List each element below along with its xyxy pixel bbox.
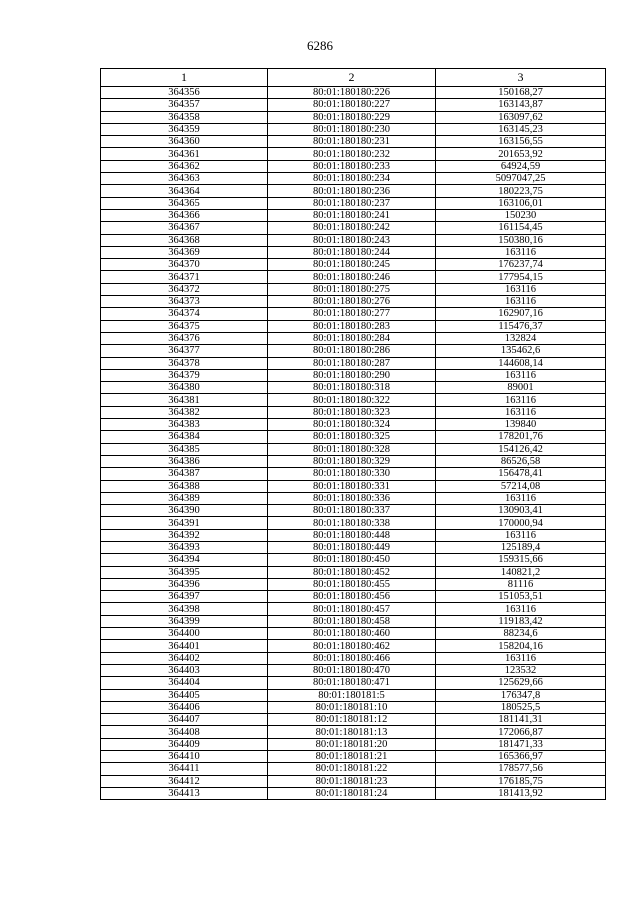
table-cell: 80:01:180180:330 [268,468,436,480]
table-cell: 163116 [436,296,606,308]
table-cell: 80:01:180180:328 [268,443,436,455]
table-row [101,554,606,566]
table-cell: 80:01:180180:336 [268,492,436,504]
table-cell: 80:01:180180:457 [268,603,436,615]
table-cell: 132824 [436,332,606,344]
table-cell: 80:01:180180:237 [268,197,436,209]
table-row [101,431,606,443]
table-row [101,578,606,590]
table-cell: 140821,2 [436,566,606,578]
table-cell: 364374 [101,308,268,320]
table-cell: 364356 [101,87,268,99]
table-row [101,628,606,640]
column-header: 1 [101,69,268,87]
table-cell: 176185,75 [436,775,606,787]
table-row [101,419,606,431]
table-cell: 80:01:180180:275 [268,283,436,295]
table-cell: 123532 [436,664,606,676]
column-header: 3 [436,69,606,87]
table-cell: 86526,58 [436,455,606,467]
table-cell: 364385 [101,443,268,455]
table-row [101,332,606,344]
table-cell: 80:01:180180:227 [268,99,436,111]
table-cell: 81116 [436,578,606,590]
table-cell: 80:01:180180:455 [268,578,436,590]
table-cell: 150230 [436,209,606,221]
table-cell: 80:01:180180:325 [268,431,436,443]
table-cell: 364375 [101,320,268,332]
table-cell: 80:01:180180:233 [268,160,436,172]
table-header-row [101,69,606,87]
table-cell: 181471,33 [436,738,606,750]
table-cell: 119183,42 [436,615,606,627]
table-row [101,185,606,197]
table-cell: 364386 [101,455,268,467]
table-cell: 364410 [101,751,268,763]
table-row [101,271,606,283]
table-row [101,283,606,295]
table-cell: 364409 [101,738,268,750]
table-cell: 80:01:180180:460 [268,628,436,640]
table-cell: 364364 [101,185,268,197]
table-body [101,87,606,800]
table-cell: 364366 [101,209,268,221]
table-cell: 170000,94 [436,517,606,529]
table-row [101,443,606,455]
table-row [101,615,606,627]
table-cell: 80:01:180180:318 [268,382,436,394]
table-row [101,541,606,553]
table-cell: 89001 [436,382,606,394]
table-cell: 163145,23 [436,123,606,135]
table-row [101,123,606,135]
table-cell: 80:01:180180:458 [268,615,436,627]
table-cell: 364361 [101,148,268,160]
table-cell: 80:01:180180:276 [268,296,436,308]
table-cell: 80:01:180180:284 [268,332,436,344]
table-cell: 364387 [101,468,268,480]
table-cell: 178201,76 [436,431,606,443]
table-cell: 163156,55 [436,136,606,148]
table-row [101,517,606,529]
table-cell: 158204,16 [436,640,606,652]
table-row [101,591,606,603]
table-row [101,406,606,418]
table-cell: 163116 [436,394,606,406]
table-cell: 150380,16 [436,234,606,246]
table-row [101,468,606,480]
table-cell: 364397 [101,591,268,603]
table-cell: 80:01:180180:241 [268,209,436,221]
table-cell: 181141,31 [436,714,606,726]
table-row [101,87,606,99]
table-cell: 364398 [101,603,268,615]
table-cell: 364368 [101,234,268,246]
table-cell: 364381 [101,394,268,406]
table-cell: 364399 [101,615,268,627]
table-cell: 80:01:180180:470 [268,664,436,676]
table-row [101,382,606,394]
table-cell: 80:01:180180:234 [268,173,436,185]
table-row [101,357,606,369]
table-cell: 176347,8 [436,689,606,701]
table-row [101,136,606,148]
table-cell: 364373 [101,296,268,308]
table-row [101,160,606,172]
table-row [101,738,606,750]
table-cell: 80:01:180180:322 [268,394,436,406]
table-cell: 80:01:180180:456 [268,591,436,603]
table-cell: 80:01:180180:244 [268,246,436,258]
table-cell: 364363 [101,173,268,185]
table-cell: 5097047,25 [436,173,606,185]
table-cell: 80:01:180181:10 [268,701,436,713]
table-cell: 364393 [101,541,268,553]
table-cell: 364411 [101,763,268,775]
table-cell: 364404 [101,677,268,689]
table-cell: 80:01:180180:230 [268,123,436,135]
table-row [101,677,606,689]
table-cell: 364371 [101,271,268,283]
table-cell: 364389 [101,492,268,504]
table-cell: 364357 [101,99,268,111]
table-cell: 57214,08 [436,480,606,492]
table-cell: 364400 [101,628,268,640]
table-cell: 163106,01 [436,197,606,209]
table-row [101,566,606,578]
table-cell: 88234,6 [436,628,606,640]
table-cell: 163116 [436,246,606,258]
table-cell: 163097,62 [436,111,606,123]
table-cell: 125189,4 [436,541,606,553]
table-cell: 80:01:180180:236 [268,185,436,197]
table-cell: 80:01:180180:323 [268,406,436,418]
table-cell: 364372 [101,283,268,295]
table-cell: 364406 [101,701,268,713]
table-cell: 80:01:180180:324 [268,419,436,431]
table-cell: 364395 [101,566,268,578]
table-cell: 364403 [101,664,268,676]
table-cell: 80:01:180180:277 [268,308,436,320]
table-row [101,209,606,221]
table-cell: 80:01:180180:471 [268,677,436,689]
table-cell: 364408 [101,726,268,738]
table-cell: 80:01:180180:229 [268,111,436,123]
table-cell: 364379 [101,369,268,381]
table-cell: 80:01:180180:337 [268,505,436,517]
table-cell: 80:01:180180:242 [268,222,436,234]
table-cell: 364392 [101,529,268,541]
table-cell: 163116 [436,283,606,295]
table-row [101,197,606,209]
table-cell: 80:01:180180:338 [268,517,436,529]
table-cell: 180525,5 [436,701,606,713]
table-row [101,173,606,185]
table-cell: 364413 [101,787,268,799]
table-row [101,751,606,763]
table-cell: 80:01:180181:20 [268,738,436,750]
table-cell: 364391 [101,517,268,529]
table-row [101,689,606,701]
table-row [101,787,606,799]
table-row [101,99,606,111]
table-cell: 201653,92 [436,148,606,160]
table-row [101,320,606,332]
table-cell: 144608,14 [436,357,606,369]
table-row [101,603,606,615]
table-cell: 80:01:180180:462 [268,640,436,652]
table-cell: 80:01:180180:226 [268,87,436,99]
table-cell: 80:01:180180:450 [268,554,436,566]
table-cell: 80:01:180181:22 [268,763,436,775]
table-cell: 364402 [101,652,268,664]
table-row [101,148,606,160]
table-row [101,259,606,271]
table-cell: 156478,41 [436,468,606,480]
table-row [101,394,606,406]
table-cell: 364412 [101,775,268,787]
table-cell: 80:01:180181:13 [268,726,436,738]
table-cell: 130903,41 [436,505,606,517]
table-row [101,492,606,504]
table-cell: 163116 [436,369,606,381]
table-cell: 80:01:180180:290 [268,369,436,381]
table-cell: 364384 [101,431,268,443]
table-row [101,775,606,787]
table-cell: 165366,97 [436,751,606,763]
table-cell: 80:01:180180:246 [268,271,436,283]
table-cell: 80:01:180180:231 [268,136,436,148]
table-cell: 80:01:180180:449 [268,541,436,553]
table-cell: 80:01:180181:24 [268,787,436,799]
table-cell: 364376 [101,332,268,344]
table-cell: 364358 [101,111,268,123]
table-cell: 80:01:180180:232 [268,148,436,160]
table-cell: 364365 [101,197,268,209]
table-cell: 64924,59 [436,160,606,172]
table-cell: 80:01:180180:329 [268,455,436,467]
table-row [101,345,606,357]
table-row [101,701,606,713]
table-cell: 80:01:180180:331 [268,480,436,492]
table-cell: 80:01:180181:21 [268,751,436,763]
table-cell: 151053,51 [436,591,606,603]
table-row [101,480,606,492]
table-cell: 180223,75 [436,185,606,197]
table-row [101,246,606,258]
table-row [101,296,606,308]
table-cell: 80:01:180180:466 [268,652,436,664]
table-cell: 80:01:180180:283 [268,320,436,332]
table-cell: 139840 [436,419,606,431]
table-cell: 163116 [436,406,606,418]
table-cell: 364369 [101,246,268,258]
table-row [101,505,606,517]
table-cell: 364394 [101,554,268,566]
table-cell: 176237,74 [436,259,606,271]
table-cell: 80:01:180180:452 [268,566,436,578]
table-cell: 364377 [101,345,268,357]
table-cell: 364359 [101,123,268,135]
table-cell: 163116 [436,529,606,541]
table-row [101,652,606,664]
table-cell: 364382 [101,406,268,418]
table-cell: 80:01:180180:243 [268,234,436,246]
table-row [101,111,606,123]
table-cell: 80:01:180180:245 [268,259,436,271]
table-cell: 172066,87 [436,726,606,738]
table-cell: 80:01:180181:12 [268,714,436,726]
table-row [101,455,606,467]
table-cell: 161154,45 [436,222,606,234]
table-cell: 364380 [101,382,268,394]
table-cell: 364383 [101,419,268,431]
table-cell: 364370 [101,259,268,271]
table-cell: 163116 [436,492,606,504]
table-cell: 80:01:180181:23 [268,775,436,787]
table-cell: 364362 [101,160,268,172]
table-cell: 181413,92 [436,787,606,799]
table-cell: 80:01:180180:287 [268,357,436,369]
table-cell: 364390 [101,505,268,517]
table-cell: 163116 [436,603,606,615]
table-row [101,369,606,381]
table-row [101,714,606,726]
table-cell: 178577,56 [436,763,606,775]
table-cell: 364407 [101,714,268,726]
table-cell: 150168,27 [436,87,606,99]
table-row [101,234,606,246]
table-row [101,726,606,738]
column-header: 2 [268,69,436,87]
table-cell: 364378 [101,357,268,369]
table-cell: 364360 [101,136,268,148]
table-cell: 135462,6 [436,345,606,357]
table-row [101,763,606,775]
table-cell: 162907,16 [436,308,606,320]
page-number: 6286 [307,38,333,53]
table-cell: 163143,87 [436,99,606,111]
table-cell: 80:01:180180:286 [268,345,436,357]
table-row [101,640,606,652]
table-cell: 364367 [101,222,268,234]
table-cell: 80:01:180180:448 [268,529,436,541]
table-row [101,308,606,320]
data-table [100,68,606,800]
table-cell: 154126,42 [436,443,606,455]
table-row [101,664,606,676]
table-cell: 177954,15 [436,271,606,283]
table-cell: 80:01:180181:5 [268,689,436,701]
table-cell: 364388 [101,480,268,492]
table-cell: 125629,66 [436,677,606,689]
table-cell: 115476,37 [436,320,606,332]
table-row [101,529,606,541]
table-cell: 163116 [436,652,606,664]
table-cell: 364396 [101,578,268,590]
table-cell: 364401 [101,640,268,652]
table-row [101,222,606,234]
table-cell: 364405 [101,689,268,701]
table-cell: 159315,66 [436,554,606,566]
